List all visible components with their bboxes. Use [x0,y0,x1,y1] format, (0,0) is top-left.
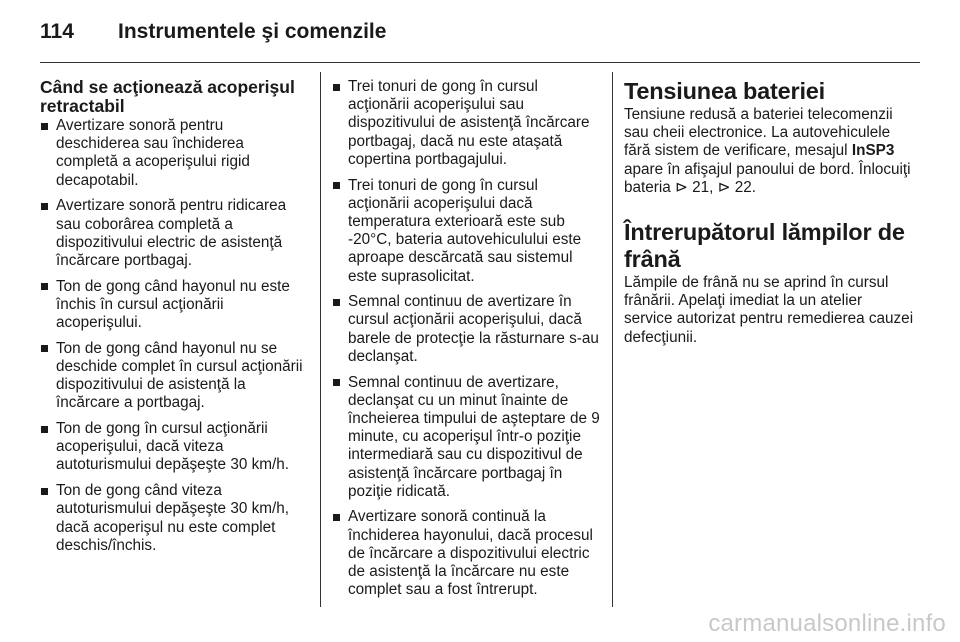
bullet-square-icon [41,123,48,130]
list-item: Trei tonuri de gong în cursul acţionării acoperişului sau dispozitivului de asistenţă încărcare portbagaj, dacă nu este ataşată copertina portbagajului. [332,78,600,169]
column-3 [624,78,914,347]
bullet-square-icon [41,203,48,210]
column-divider-1 [320,72,321,607]
page-reference-link[interactable]: 22 [734,178,752,196]
column-2 [332,78,600,607]
section-heading-brake-switch: Întrerupătorul lămpilor de frână [624,219,905,273]
bullet-square-icon [333,299,340,306]
warning-list-2 [332,78,600,599]
page-header [40,20,386,50]
list-item: Semnal continuu de avertizare, declanşat cu un minut înainte de încheierea timpului de aşteptare de 9 minute, cu acoperişul într-o poziţie intermediară sau cu dispozitivul de asistenţă încărcare portbagaj în poziţie ridicată. [332,374,600,501]
column-divider-2 [612,72,613,607]
bullet-square-icon [41,488,48,495]
page-number: 114 [40,20,74,43]
list-item: Ton de gong în cursul acţionării acoperişului, dacă viteza autoturismului depăşeşte 30 km/h. [40,420,308,475]
column-1 [40,78,308,562]
list-item: Trei tonuri de gong în cursul acţionării acoperişului dacă temperatura exterioară este sub -20°C, bateria autovehiculului este aproape descărcată sau sistemul este suprasolicitat. [332,177,600,286]
section-heading-retractable-roof: Când se acţionează acoperişul retractabil [40,77,295,116]
battery-paragraph: Tensiune redusă a bateriei telecomenzii sau cheii electronice. La autovehiculele fără sistem de verificare, mesajul InSP3 apare în afişajul panoului de bord. Înlocuiţi bateria ⊳ 21, ⊳ 22. [624,106,911,196]
list-item: Ton de gong când hayonul nu este închis în cursul acţionării acoperişului. [40,278,308,333]
list-item: Ton de gong când viteza autoturismului depăşeşte 30 km/h, dacă acoperişul nu este complet deschis/închis. [40,482,308,555]
list-item: Semnal continuu de avertizare în cursul acţionării acoperişului, dacă barele de protecţie la răsturnare s-au declanşat. [332,293,600,366]
list-item: Avertizare sonoră continuă la închiderea hayonului, dacă procesul de încărcare a dispozitivului electric de asistenţă la încărcare nu este complet sau a fost întrerupt. [332,508,600,599]
list-item: Avertizare sonoră pentru deschiderea sau închiderea completă a acoperişului rigid decapotabil. [40,117,308,190]
bullet-square-icon [41,283,48,290]
bullet-square-icon [333,379,340,386]
page-reference-icon: ⊳ [717,178,731,196]
bullet-square-icon [333,84,340,91]
warning-list-1 [40,117,308,555]
page-reference-icon: ⊳ [675,178,688,196]
watermark: carmanualsonline.info [708,610,946,637]
page-title: Instrumentele şi comenzile [118,20,387,43]
list-item: Ton de gong când hayonul nu se deschide complet în cursul acţionării dispozitivului de asistenţă la încărcare a portbagaj. [40,340,308,413]
section-heading-battery: Tensiunea bateriei [624,78,826,104]
bullet-square-icon [41,426,48,433]
header-divider [40,62,920,63]
bullet-square-icon [333,514,340,521]
list-item: Avertizare sonoră pentru ridicarea sau coborârea completă a dispozitivului electric de asistenţă încărcare portbagaj. [40,197,308,270]
bullet-square-icon [333,182,340,189]
brake-paragraph: Lămpile de frână nu se aprind în cursul frânării. Apelaţi imediat la un atelier service autorizat pentru remedierea cauzei defecţiunii. [624,274,914,346]
message-code: InSP3 [851,142,895,160]
page-reference-link[interactable]: 21 [692,178,710,196]
bullet-square-icon [41,345,48,352]
